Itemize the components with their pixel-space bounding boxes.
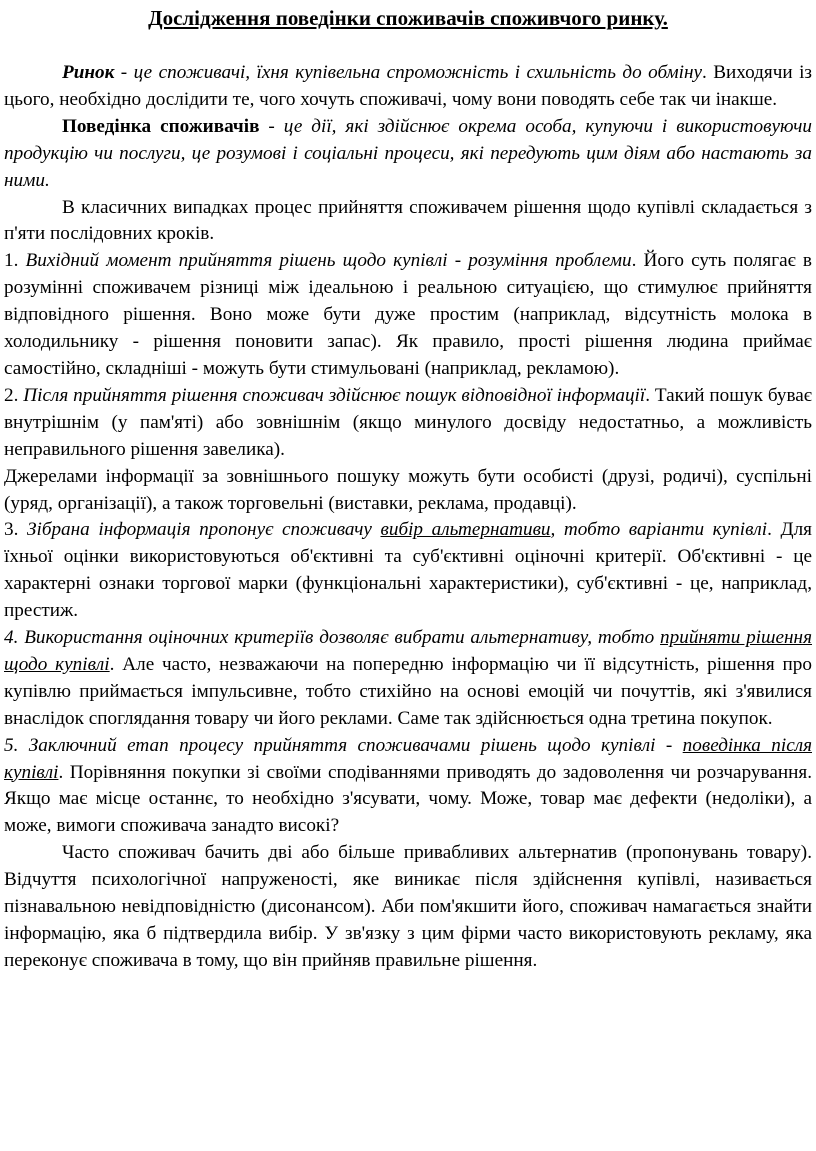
step-3-heading: Зібрана інформація пропонує споживачу (26, 519, 381, 541)
step-2-heading: Після прийняття рішення споживач здійснює пошук відповідної інформації (23, 384, 646, 406)
term-market: Ринок (62, 62, 115, 83)
term-consumer-behavior: Поведінка споживачів (62, 115, 260, 137)
paragraph-step-2: 2. Після прийняття рішення споживач здійснює пошук відповідної інформації. Такий пошук буває внутрішнім (у пам'яті) або зовнішнім (якщо минулого досвіду недостатньо, а можливість неправильного рішення завелика). (4, 384, 813, 460)
step-3-key-phrase: вибір альтернативи (380, 519, 551, 541)
step-1-heading: Вихідний момент прийняття рішень щодо купівлі - розуміння проблеми (25, 250, 632, 272)
step-5-heading: 5. Заключний етап процесу прийняття споживачами рішень щодо купівлі - (4, 734, 683, 756)
paragraph-step-5: 5. Заключний етап процесу прийняття споживачами рішень щодо купівлі - поведінка після купівлі. Порівняння покупки зі своїми сподіваннями приводять до задоволення чи розчарування. Якщо має місце останнє, то необхідно з'ясувати, чому. Може, товар має дефекти (недоліки), а може, вимоги споживача занадто високі? (4, 734, 812, 837)
definition-market: це споживачі, їхня купівельна спроможність і схильність до обміну (133, 62, 702, 83)
step-4-key-phrase: прийняти рішення щодо купівлі (4, 627, 812, 675)
paragraph-information-sources: Джерелами інформації за зовнішнього пошуку можуть бути особисті (друзі, родичі), суспільні (уряд, організації), а також торговельні (виставки, реклама, продавці). (4, 465, 812, 514)
step-4-heading: 4. Використання оціночних критеріїв дозволяє вибрати альтернативу, тобто (4, 627, 661, 649)
paragraph-step-4: 4. Використання оціночних критеріїв дозволяє вибрати альтернативу, тобто прийняти рішення щодо купівлі. Але часто, незважаючи на попередню інформацію чи її відсутність, рішення про купівлю приймається імпульсивне, тобто стихійно на основі емоцій чи почуттів, які з'явилися внаслідок споглядання товару чи його реклами. Саме так здійснюється одна третина покупок. (4, 627, 812, 729)
paragraph-step-3: 3. Зібрана інформація пропонує споживачу вибір альтернативи, тобто варіанти купівлі. Для їхньої оцінки використовуються об'єктивні та суб'єктивні оціночні критерії. Об'єктивні - це характерні ознаки торгової марки (функціональні характеристики), суб'єктивні - це, наприклад, престиж. (4, 519, 812, 622)
definition-consumer-behavior: це дії, які здійснює окрема особа, купуючи і використовуючи продукцію чи послуги, це розумові і соціальні процеси, які передують цим діям або настають за ними. (4, 115, 812, 191)
page-title: Дослідження поведінки споживачів споживчого ринку. (148, 6, 668, 30)
paragraph-step-1: 1. Вихідний момент прийняття рішень щодо купівлі - розуміння проблеми. Його суть полягає в розумінні споживачем різниці між ідеальною і реальною ситуацією, що стимулює прийняття відповідного рішення. Воно може бути дуже простим (наприклад, відсутність молока в холодильнику - рішення поновити запас). Як правило, прості рішення людина приймає самостійно, складніші - можуть бути стимульовані (наприклад, рекламою). (4, 250, 812, 379)
paragraph-cognitive-dissonance: Часто споживач бачить дві або більше привабливих альтернатив (пропонувань товару). Відчуття психологічної напруженості, яке виникає після здійснення купівлі, називається пізнавальною невідповідністю (дисонансом). Аби пом'якшити його, споживач намагається знайти інформацію, яка б підтвердила вибір. У зв'язку з цим фірми часто використовують рекламу, яка переконує споживача в тому, що він прийняв правильне рішення. (4, 842, 812, 971)
paragraph-five-steps-intro: В класичних випадках процес прийняття споживачем рішення щодо купівлі складається з п'яти послідовних кроків. (4, 196, 812, 245)
paragraph-consumer-behavior-definition: Поведінка споживачів - це дії, які здійснює окрема особа, купуючи і використовуючи продукцію чи послуги, це розумові і соціальні процеси, які передують цим діям або настають за ними. (4, 115, 812, 191)
document-body (4, 60, 812, 975)
paragraph-market-definition: Ринок - це споживачі, їхня купівельна спроможність і схильність до обміну. Виходячи із цього, необхідно дослідити те, чого хочуть споживачі, чому вони поводять себе так чи інакше. (4, 62, 813, 110)
step-5-key-phrase: поведінка після купівлі (4, 734, 812, 783)
